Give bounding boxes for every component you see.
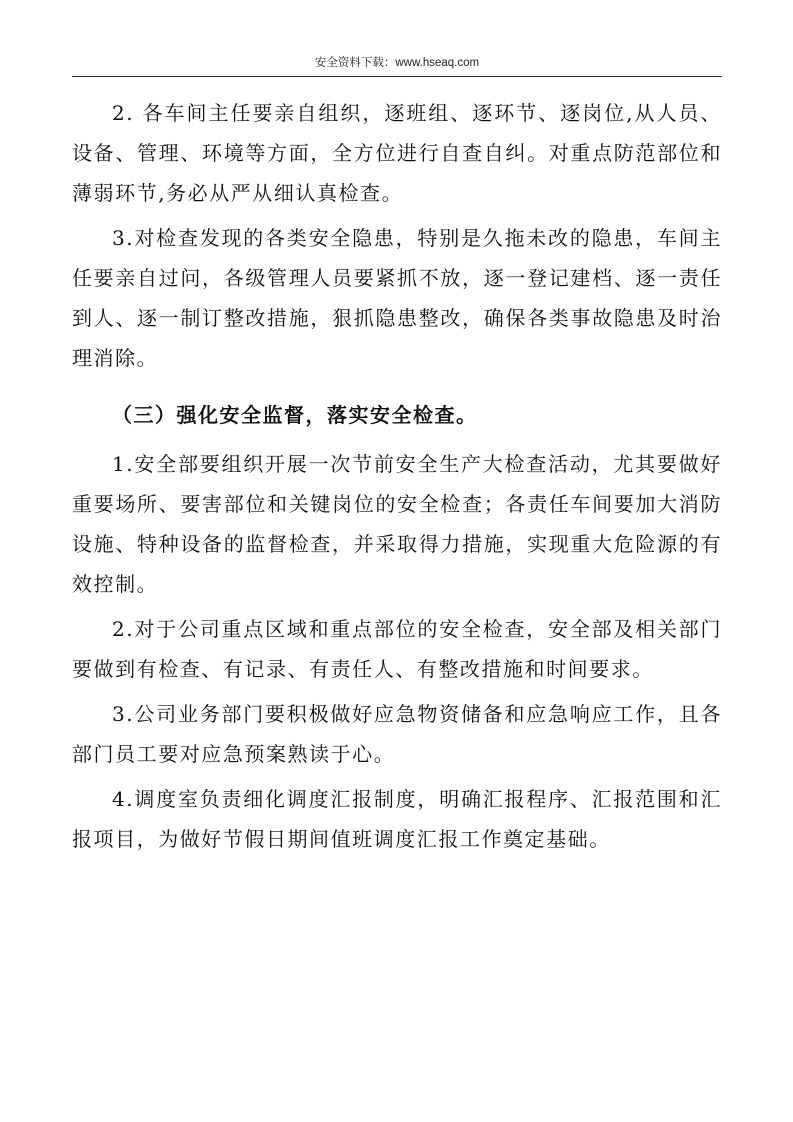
document-body <box>72 93 722 864</box>
paragraph-section3-item-1: 1.安全部要组织开展一次节前安全生产大检查活动，尤其要做好重要场所、要害部位和关键岗位的安全检查；各责任车间要加大消防设施、特种设备的监督检查，并采取得力措施，实现重大危险源的有效控制。 <box>72 452 722 596</box>
paragraph-section3-item-3: 3.公司业务部门要积极做好应急物资储备和应急响应工作，且各部门员工要对应急预案熟读于心。 <box>72 702 722 766</box>
header-text: 安全资料下载：www.hseaq.com <box>314 57 480 69</box>
paragraph-item-2: 2. 各车间主任要亲自组织，逐班组、逐环节、逐岗位,从人员、设备、管理、环境等方面，全方位进行自查自纠。对重点防范部位和薄弱环节,务必从严从细认真检查。 <box>72 101 722 205</box>
page-header <box>72 50 722 77</box>
section-heading: （三）强化安全监督，落实安全检查。 <box>112 403 478 427</box>
paragraph-section3-item-2: 2.对于公司重点区域和重点部位的安全检查，安全部及相关部门要做到有检查、有记录、有责任人、有整改措施和时间要求。 <box>72 617 722 681</box>
paragraph-section3-item-4: 4.调度室负责细化调度汇报制度，明确汇报程序、汇报范围和汇报项目，为做好节假日期间值班调度汇报工作奠定基础。 <box>72 787 722 851</box>
paragraph-item-3: 3.对检查发现的各类安全隐患，特别是久拖未改的隐患，车间主任要亲自过问，各级管理人员要紧抓不放，逐一登记建档、逐一责任到人、逐一制订整改措施，狠抓隐患整改，确保各类事故隐患及时治理消除。 <box>72 226 722 370</box>
